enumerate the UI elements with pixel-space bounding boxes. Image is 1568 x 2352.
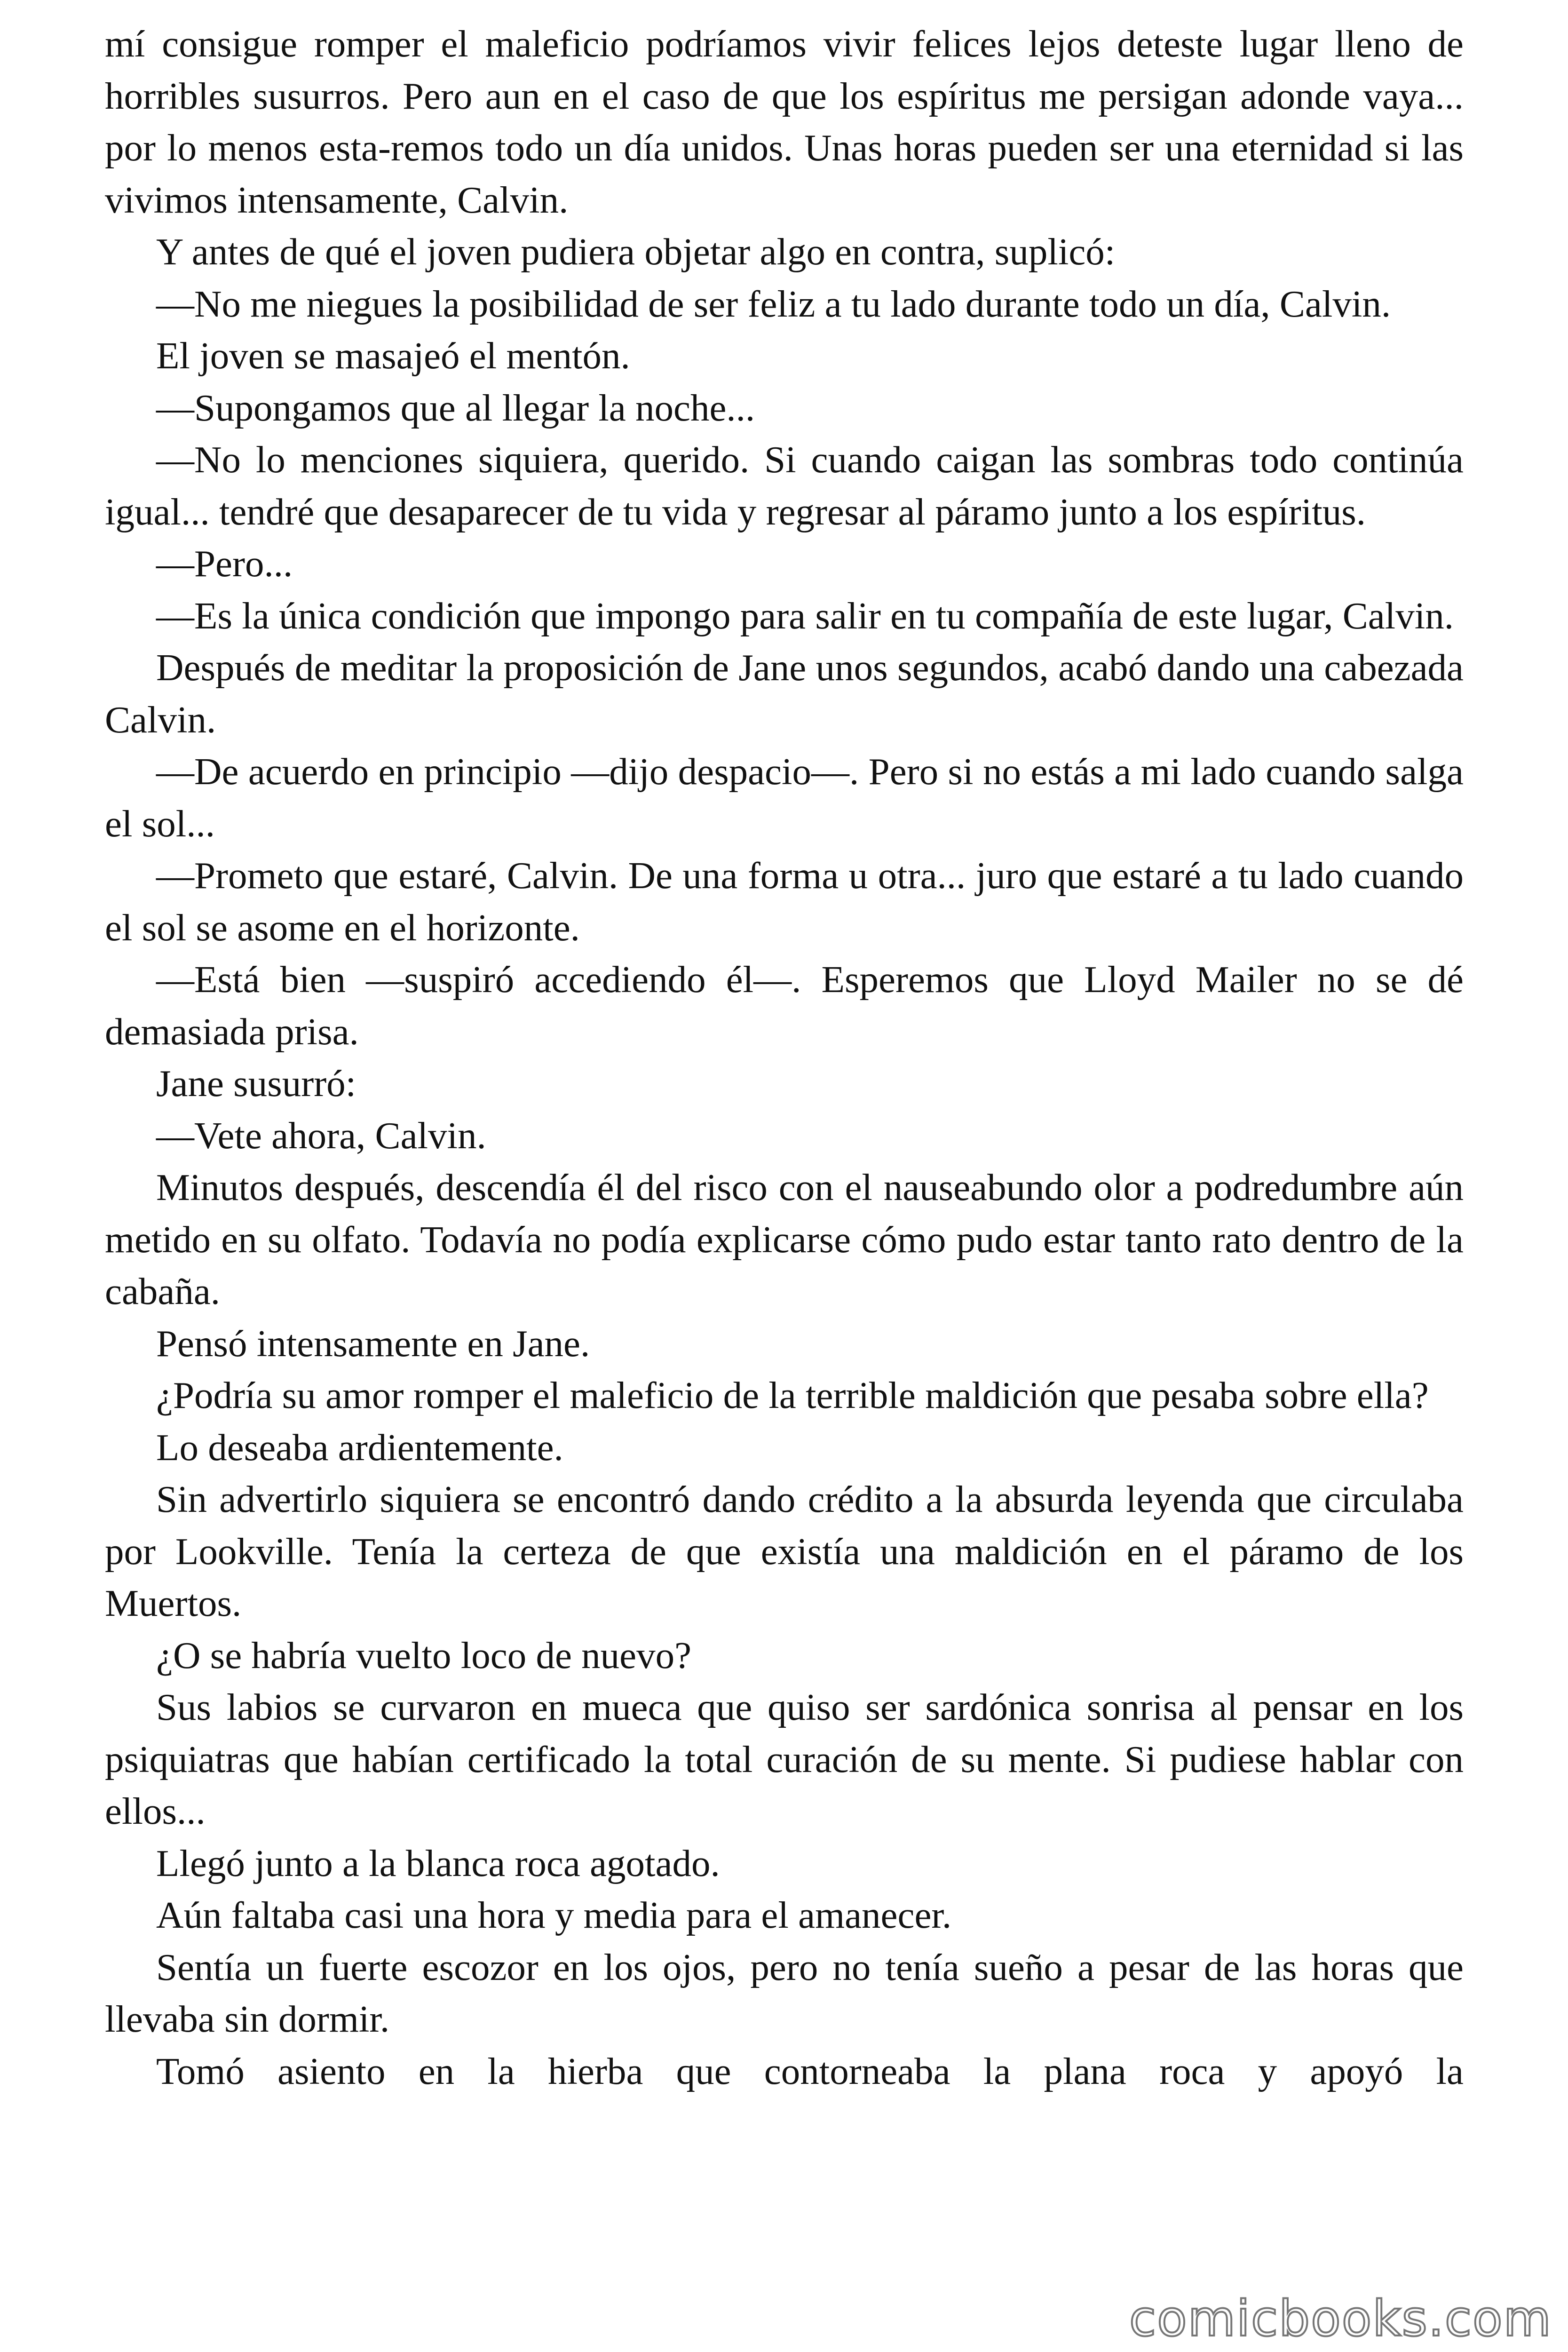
paragraph-2: Y antes de qué el joven pudiera objetar algo en contra, suplicó: [156,230,1116,273]
paragraph-17: ¿Podría su amor romper el maleficio de la terrible maldición que pesaba sobre ella? [156,1374,1429,1416]
paragraph-21: Sus labios se curvaron en mueca que quiso ser sardónica sonrisa al pensar en los psiquiatras que habían certificado la total curación de su mente. Si pudiese hablar con ellos... [105,1686,1464,1832]
book-page-text [105,18,1464,2097]
paragraph-9: Después de meditar la proposición de Jane unos segundos, acabó dando una cabezada Calvin. [105,646,1464,741]
paragraph-20: ¿O se habría vuelto loco de nuevo? [156,1634,692,1677]
paragraph-23: Aún faltaba casi una hora y media para el amanecer. [156,1894,952,1936]
paragraph-4: El joven se masajeó el mentón. [156,334,630,377]
paragraph-11: —Prometo que estaré, Calvin. De una forma u otra... juro que estaré a tu lado cuando el sol se asome en el horizonte. [105,854,1464,949]
paragraph-8: —Es la única condición que impongo para salir en tu compañía de este lugar, Calvin. [156,594,1454,637]
paragraph-14: —Vete ahora, Calvin. [156,1114,486,1157]
paragraph-1: mí consigue romper el maleficio podríamos vivir felices lejos deteste lugar lleno de horribles susurros. Pero aun en el caso de que los espíritus me persigan adonde vaya... por lo menos esta-remos todo un día unidos. Unas horas pueden ser una eternidad si las vivimos intensamente, Calvin. [105,23,1464,221]
paragraph-10: —De acuerdo en principio —dijo despacio—. Pero si no estás a mi lado cuando salga el sol... [105,750,1464,845]
paragraph-15: Minutos después, descendía él del risco con el nauseabundo olor a podredumbre aún metido en su olfato. Todavía no podía explicarse cómo pudo estar tanto rato dentro de la cabaña. [105,1166,1464,1312]
paragraph-12: —Está bien —suspiró accediendo él—. Esperemos que Lloyd Mailer no se dé demasiada prisa. [105,958,1464,1053]
paragraph-19: Sin advertirlo siquiera se encontró dando crédito a la absurda leyenda que circulaba por Lookville. Tenía la certeza de que existía una maldición en el páramo de los Muertos. [105,1478,1464,1624]
paragraph-18: Lo deseaba ardientemente. [156,1426,563,1469]
paragraph-16: Pensó intensamente en Jane. [156,1322,590,1365]
paragraph-25: Tomó asiento en la hierba que contorneaba la plana roca y apoyó la [156,2050,1464,2092]
paragraph-24: Sentía un fuerte escozor en los ojos, pero no tenía sueño a pesar de las horas que llevaba sin dormir. [105,1946,1464,2040]
paragraph-6: —No lo menciones siquiera, querido. Si cuando caigan las sombras todo continúa igual... tendré que desaparecer de tu vida y regresar al páramo junto a los espíritus. [105,438,1464,533]
watermark-logo: comicbooks.com [1129,2290,1552,2347]
paragraph-13: Jane susurró: [156,1062,356,1104]
paragraph-5: —Supongamos que al llegar la noche... [156,386,755,429]
paragraph-22: Llegó junto a la blanca roca agotado. [156,1842,720,1884]
paragraph-7: —Pero... [156,542,293,585]
paragraph-3: —No me niegues la posibilidad de ser feliz a tu lado durante todo un día, Calvin. [156,282,1391,325]
